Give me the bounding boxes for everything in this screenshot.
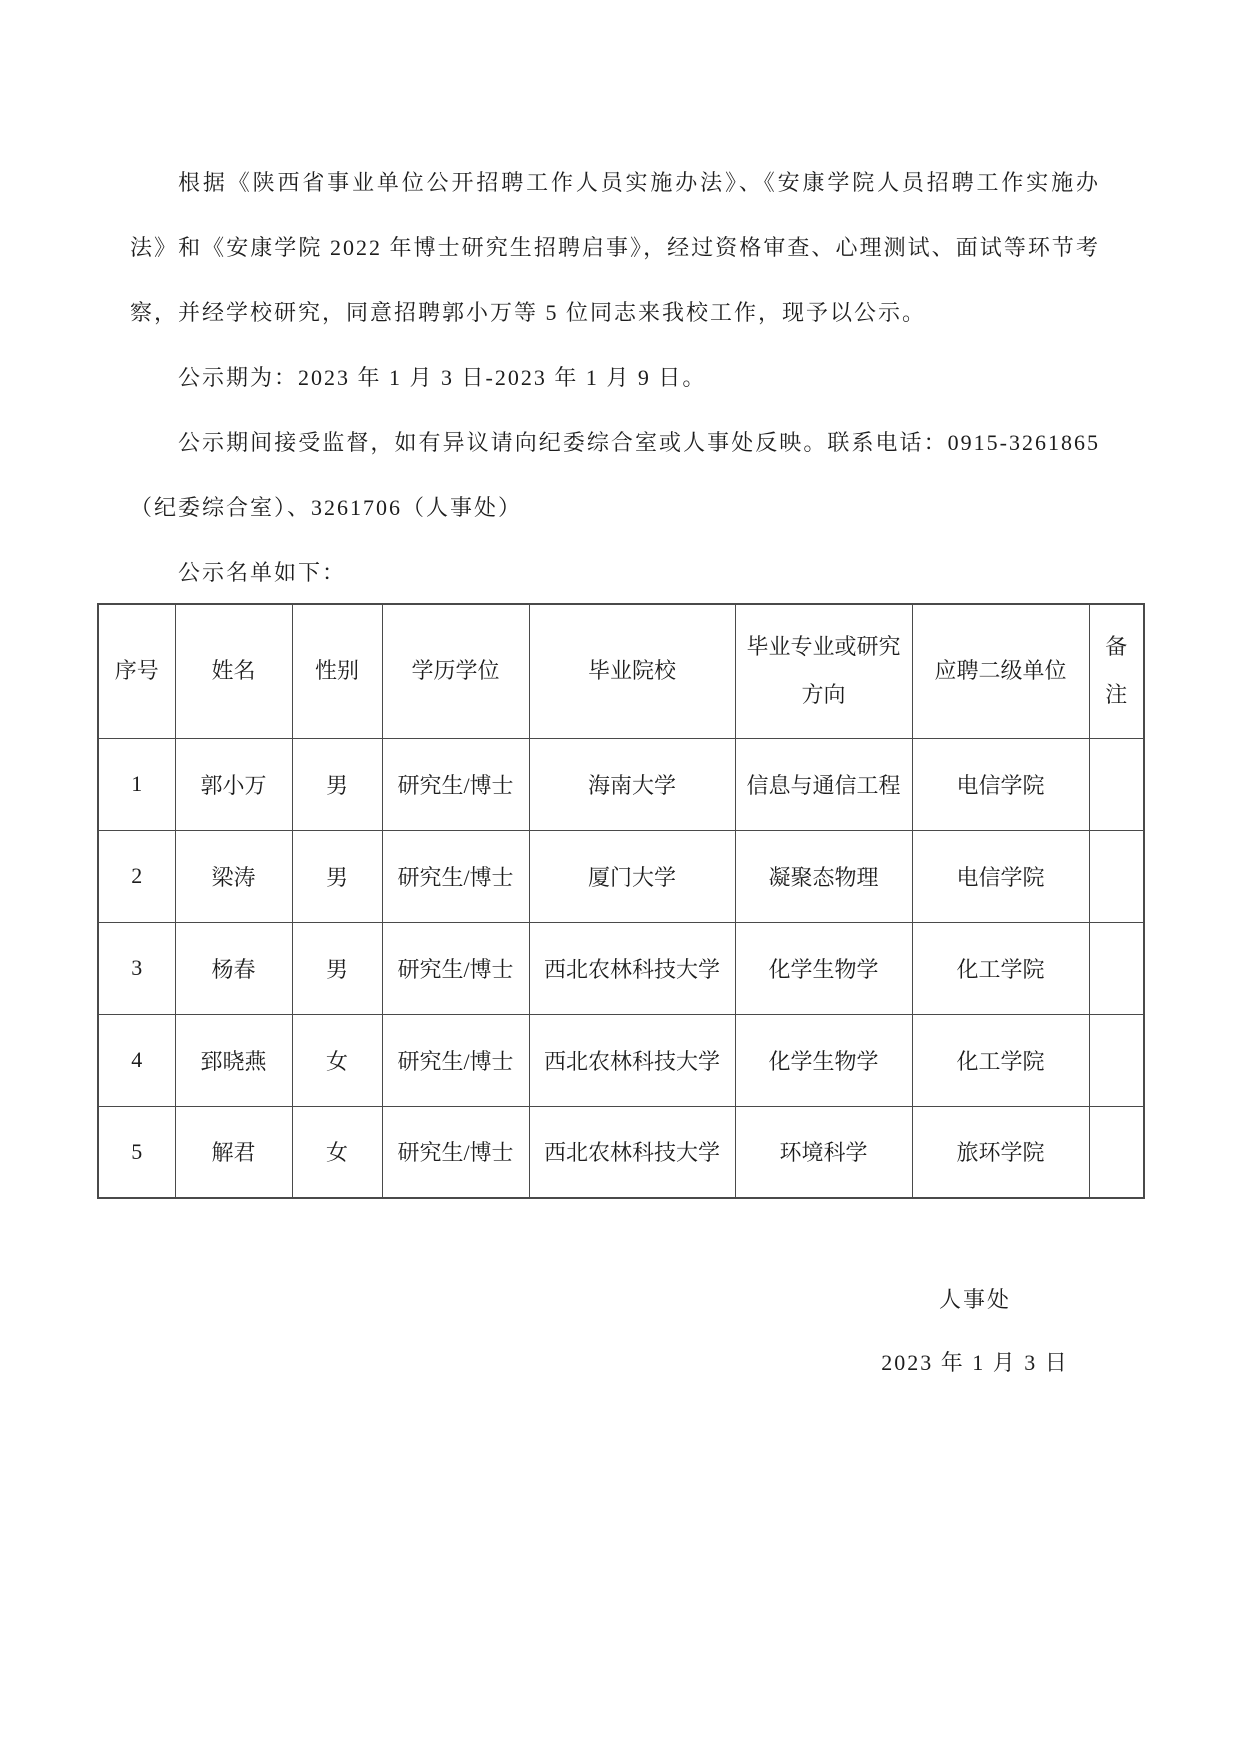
- table-cell: 厦门大学: [529, 830, 735, 922]
- table-row: [98, 1106, 1144, 1198]
- table-cell: 5: [98, 1106, 175, 1198]
- table-cell: 凝聚态物理: [735, 830, 912, 922]
- table-header-row: [98, 604, 1144, 738]
- table-row: [98, 1014, 1144, 1106]
- table-row: [98, 922, 1144, 1014]
- col-header-index: 序号: [98, 604, 175, 738]
- table-cell: [1089, 830, 1144, 922]
- table-row: [98, 830, 1144, 922]
- table-cell: 信息与通信工程: [735, 738, 912, 830]
- table-cell: 研究生/博士: [382, 1014, 529, 1106]
- col-header-name: 姓名: [175, 604, 292, 738]
- table-cell: 环境科学: [735, 1106, 912, 1198]
- table-cell: 解君: [175, 1106, 292, 1198]
- table-cell: 男: [292, 830, 382, 922]
- signature-department: 人事处: [938, 1287, 1011, 1312]
- table-cell: [1089, 1106, 1144, 1198]
- table-cell: 郅晓燕: [175, 1014, 292, 1106]
- table-cell: 化工学院: [912, 922, 1089, 1014]
- table-cell: 电信学院: [912, 738, 1089, 830]
- table-cell: 女: [292, 1106, 382, 1198]
- table-cell: 化学生物学: [735, 922, 912, 1014]
- table-cell: 海南大学: [529, 738, 735, 830]
- table-cell: 3: [98, 922, 175, 1014]
- table-cell: 男: [292, 922, 382, 1014]
- table-cell: 梁涛: [175, 830, 292, 922]
- table-cell: 1: [98, 738, 175, 830]
- signature-date: 2023 年 1 月 3 日: [881, 1350, 1069, 1375]
- table-row: [98, 738, 1144, 830]
- table-cell: 化工学院: [912, 1014, 1089, 1106]
- table-cell: [1089, 922, 1144, 1014]
- table-cell: 男: [292, 738, 382, 830]
- col-header-degree: 学历学位: [382, 604, 529, 738]
- table-cell: 研究生/博士: [382, 922, 529, 1014]
- table-cell: 杨春: [175, 922, 292, 1014]
- paragraph-publicity-period: 公示期为：2023 年 1 月 3 日-2023 年 1 月 9 日。: [178, 365, 707, 390]
- table-cell: 郭小万: [175, 738, 292, 830]
- table-cell: 研究生/博士: [382, 830, 529, 922]
- table-cell: 西北农林科技大学: [529, 1014, 735, 1106]
- table-cell: 研究生/博士: [382, 1106, 529, 1198]
- table-cell: 4: [98, 1014, 175, 1106]
- paragraph-intro: 根据《陕西省事业单位公开招聘工作人员实施办法》、《安康学院人员招聘工作实施办法》和《安康学院 2022 年博士研究生招聘启事》，经过资格审查、心理测试、面试等环节考察，并经学校研究，同意招聘郭小万等 5 位同志来我校工作，现予以公示。: [130, 170, 1100, 325]
- table-cell: 西北农林科技大学: [529, 922, 735, 1014]
- paragraph-contact: 公示期间接受监督，如有异议请向纪委综合室或人事处反映。联系电话：0915-3261865（纪委综合室）、3261706（人事处）: [130, 430, 1100, 520]
- table-cell: 女: [292, 1014, 382, 1106]
- table-cell: 2: [98, 830, 175, 922]
- body-text: [130, 150, 1100, 605]
- col-header-gender: 性别: [292, 604, 382, 738]
- table-cell: 西北农林科技大学: [529, 1106, 735, 1198]
- candidates-table: [97, 603, 1145, 1199]
- col-header-major: 毕业专业或研究方向: [735, 604, 912, 738]
- table-cell: 电信学院: [912, 830, 1089, 922]
- col-header-remark: 备注: [1089, 604, 1144, 738]
- col-header-university: 毕业院校: [529, 604, 735, 738]
- table-cell: [1089, 738, 1144, 830]
- table-cell: 化学生物学: [735, 1014, 912, 1106]
- col-header-unit: 应聘二级单位: [912, 604, 1089, 738]
- paragraph-list-intro: 公示名单如下：: [178, 560, 347, 585]
- signature-block: [800, 1268, 1150, 1394]
- table-cell: [1089, 1014, 1144, 1106]
- table-cell: 研究生/博士: [382, 738, 529, 830]
- table-cell: 旅环学院: [912, 1106, 1089, 1198]
